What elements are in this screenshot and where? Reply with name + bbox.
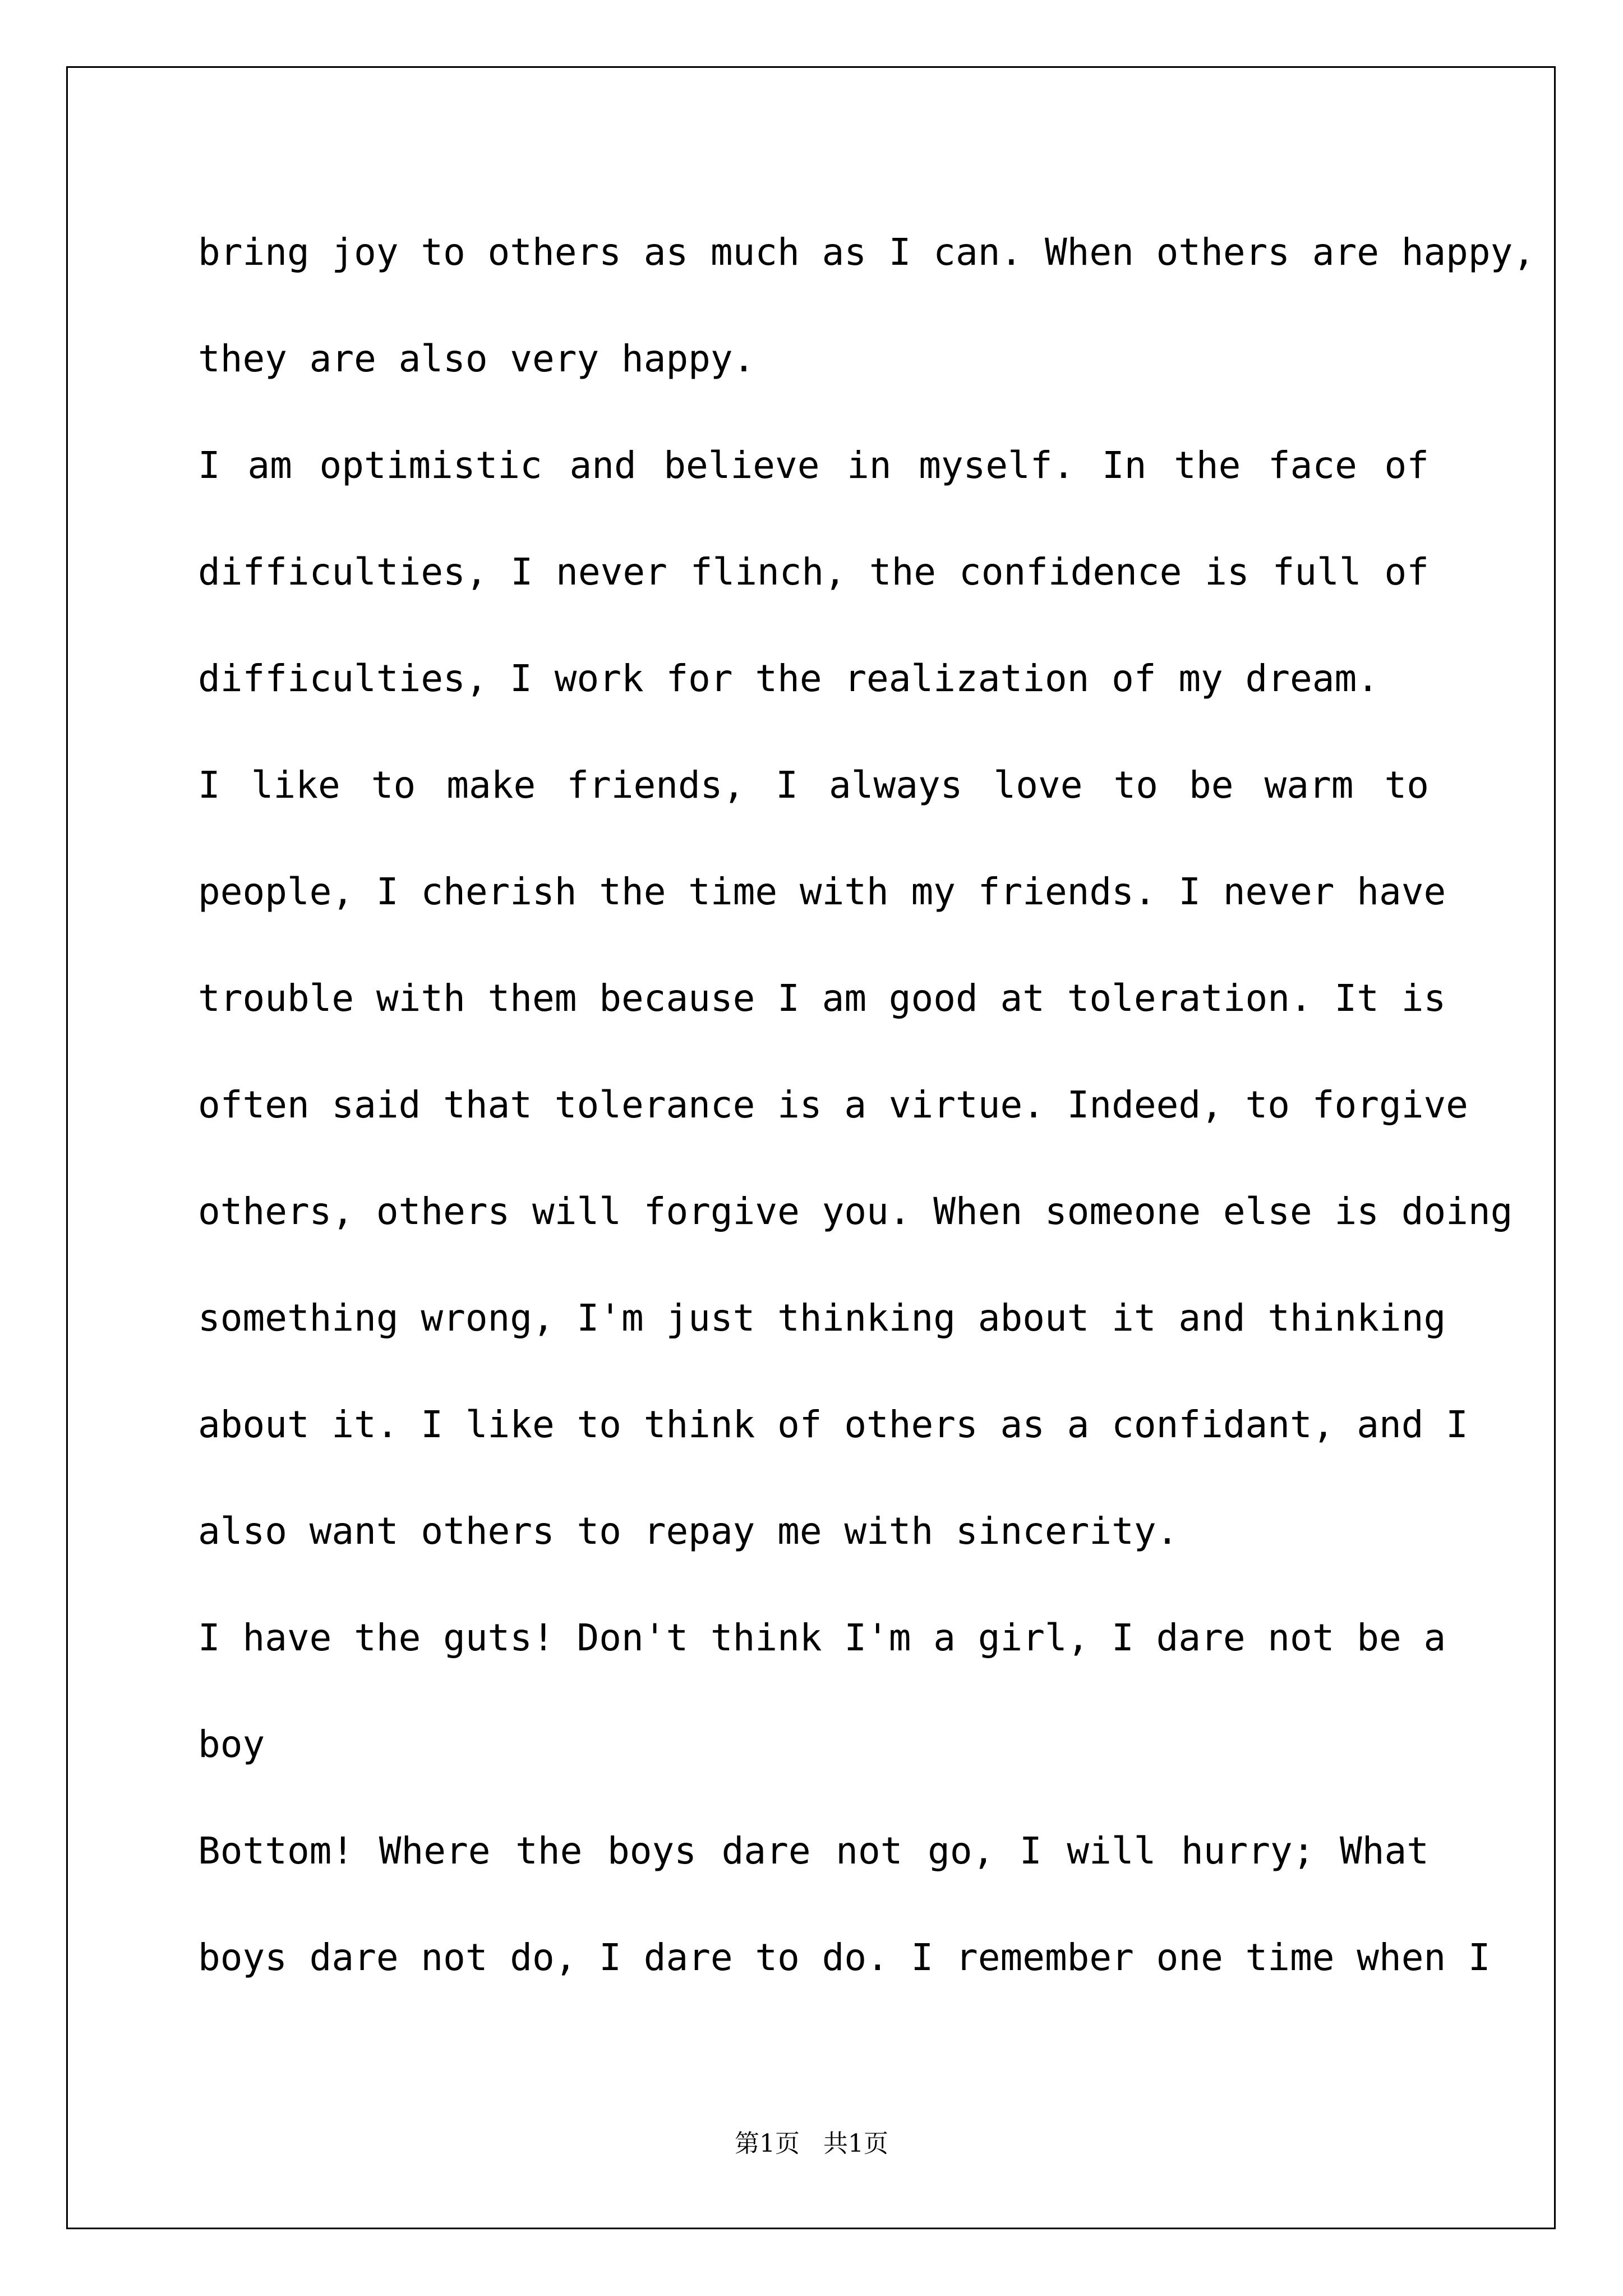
body-text-line: Bottom! Where the boys dare not go, I will hurry; What: [198, 1829, 1429, 1872]
body-text-line: bring joy to others as much as I can. When others are happy,: [198, 231, 1536, 274]
body-text-line: I like to make friends, I always love to be warm to: [198, 763, 1429, 807]
body-text-line: difficulties, I work for the realization of my dream.: [198, 657, 1379, 700]
body-text-line: something wrong, I'm just thinking about it and thinking: [198, 1296, 1446, 1340]
body-text-line: difficulties, I never flinch, the confidence is full of: [198, 550, 1429, 593]
body-text-line: also want others to repay me with sincerity.: [198, 1510, 1179, 1553]
body-text-line: people, I cherish the time with my friends. I never have: [198, 870, 1446, 913]
body-text-line: others, others will forgive you. When someone else is doing: [198, 1190, 1513, 1233]
body-text-line: boys dare not do, I dare to do. I remember one time when I: [198, 1936, 1491, 1979]
body-text-line: about it. I like to think of others as a confidant, and I: [198, 1403, 1468, 1446]
body-text-line: often said that tolerance is a virtue. Indeed, to forgive: [198, 1083, 1468, 1126]
page-number-footer: 第1页 共1页: [735, 2129, 888, 2158]
body-text-line: trouble with them because I am good at toleration. It is: [198, 977, 1446, 1020]
body-text-line: I have the guts! Don't think I'm a girl, I dare not be a: [198, 1616, 1446, 1659]
body-text-line: they are also very happy.: [198, 337, 755, 380]
body-text-line: I am optimistic and believe in myself. In the face of: [198, 444, 1429, 487]
body-text-line: boy: [198, 1723, 265, 1766]
